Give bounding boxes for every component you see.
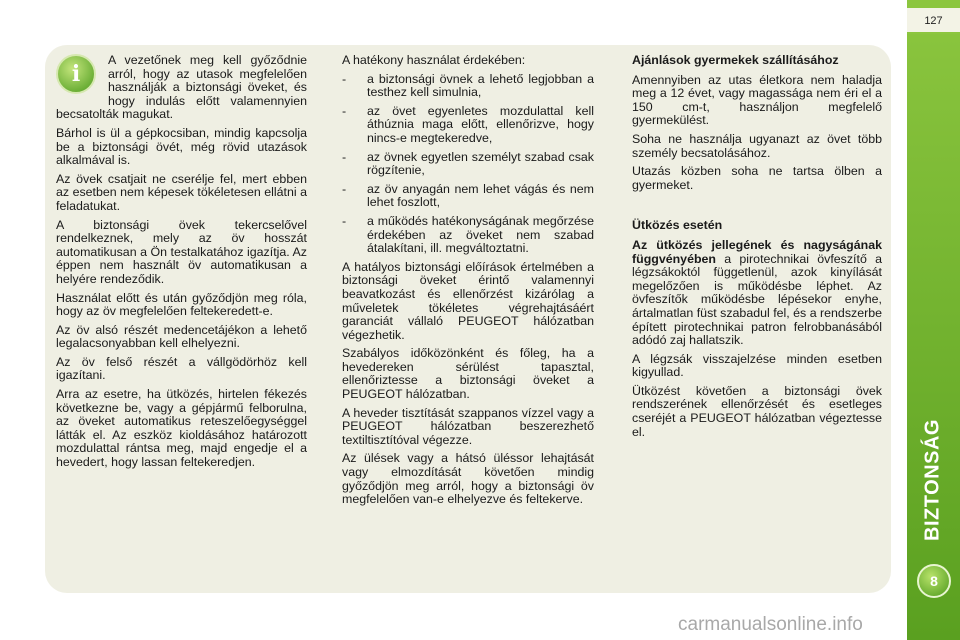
usage-list — [342, 73, 594, 256]
paragraph: Az öv felső részét a vállgödörhöz kell igazítani. — [56, 354, 307, 383]
paragraph: Bárhol is ül a gépkocsiban, mindig kapcsolja be a biztonsági övét, még rövid utazások alkalmával is. — [56, 125, 307, 168]
list-item: - a biztonsági övnek a lehető legjobban a testhez kell simulnia, — [342, 73, 594, 100]
paragraph: Szabályos időközönként és főleg, ha a hevedereken sérülést tapasztal, ellenőriztesse a biztonsági öveket a PEUGEOT hálózatban. — [342, 346, 594, 402]
paragraph: Az ülések vagy a hátsó üléssor lehajtását vagy elmozdítását követően mindig győződjön meg arról, hogy a biztonsági öv megfelelően van-e elhelyezve és feltekerve. — [342, 451, 594, 507]
paragraph: Utazás közben soha ne tartsa ölben a gyermeket. — [632, 164, 882, 192]
list-item: - az övet egyenletes mozdulattal kell áthúznia maga előtt, ellenőrizve, hogy nincs-e megtekeredve, — [342, 105, 594, 146]
section-sidebar — [907, 0, 960, 640]
heading-child-transport: Ajánlások gyermekek szállításához — [632, 53, 839, 67]
page-number: 127 — [907, 8, 960, 34]
section-title: BIZTONSÁG — [921, 419, 944, 541]
paragraph — [632, 239, 882, 348]
paragraph: Használat előtt és után győződjön meg róla, hogy az öv megfelelően feltekeredett-e. — [56, 290, 307, 319]
paragraph: A vezetőnek meg kell győződnie arról, hogy az utasok megfelelően használják a biztonsági öveket, és hogy indulás előtt valamennyien becsatolták magukat. — [56, 53, 307, 122]
paragraph: A heveder tisztítását szappanos vízzel vagy a PEUGEOT hálózatban beszerezhető textiltisztítóval végezze. — [342, 405, 594, 447]
info-icon: i — [56, 54, 96, 94]
paragraph: Az övek csatjait ne cserélje fel, mert ebben az esetben nem képesek tökéletesen ellátni a feladatukat. — [56, 171, 307, 213]
chapter-badge: 8 — [917, 564, 951, 598]
watermark: carmanualsonline.info — [678, 614, 863, 635]
column-2 — [342, 54, 594, 512]
column-1 — [56, 54, 307, 475]
heading-collision: Ütközés esetén — [632, 218, 723, 233]
paragraph: A légzsák visszajelzése minden esetben kigyullad. — [632, 351, 882, 380]
paragraph: Amennyiben az utas életkora nem haladja meg a 12 évet, vagy magassága nem éri el a 150 cm-t, használjon megfelelő gyermekülést. — [632, 72, 882, 128]
column-3 — [632, 54, 882, 444]
list-item: - a működés hatékonyságának megőrzése érdekében az öveket nem szabad átalakítani, ill. megváltoztatni. — [342, 215, 594, 256]
paragraph: Arra az esetre, ha ütközés, hirtelen fékezés következne be, vagy a gépjármű felborulna, az öveket automatikus reteszelőegységgel látták el. Az eszköz kioldásához határozott mozdulattal rántsa meg, majd engedje el a hevedert, hogy lassan feltekeredjen. — [56, 387, 307, 470]
paragraph: Ütközést követően a biztonsági övek rendszerének ellenőrzését és esetleges cseréjét a PEUGEOT hálózatban végeztesse el. — [632, 383, 882, 439]
list-item: - az öv anyagán nem lehet vágás és nem lehet foszlott, — [342, 183, 594, 210]
paragraph: A hatályos biztonsági előírások értelmében a biztonsági öveket érintő valamennyi beavatkozást és ellenőrzést kizárólag a műveletek tökéletes végrehajtásáért garanciát vállaló PEUGEOT hálózatban végezhetik. — [342, 259, 594, 342]
list-intro: A hatékony használat érdekében: — [342, 53, 526, 67]
paragraph: A biztonsági övek tekercselővel rendelkeznek, mely az öv hosszát automatikusan a Ön testalkatához igazítja. Az éppen nem használt öv automatikusan a helyére rendeződik. — [56, 217, 307, 286]
bold-intro: Az ütközés jellegének és nagyságának függvényében — [632, 237, 882, 266]
list-item: - az övnek egyetlen személyt szabad csak rögzítenie, — [342, 151, 594, 178]
paragraph: Az öv alsó részét medencetájékon a lehető legalacsonyabban kell elhelyezni. — [56, 322, 307, 351]
paragraph-rest: a pirotechnikai övfeszítő a légzsákoktól függetlenül, azok kinyílását megelőzően is működésbe léphet. Az övfeszítők működésbe lépésekor enyhe, ártalmatlan füst szabadul fel, és a rendszerbe épített pirotechnikai patron felrobbanásából adódó zaj hallatszik. — [632, 251, 883, 348]
paragraph: Soha ne használja ugyanazt az övet több személy becsatolásához. — [632, 131, 882, 160]
